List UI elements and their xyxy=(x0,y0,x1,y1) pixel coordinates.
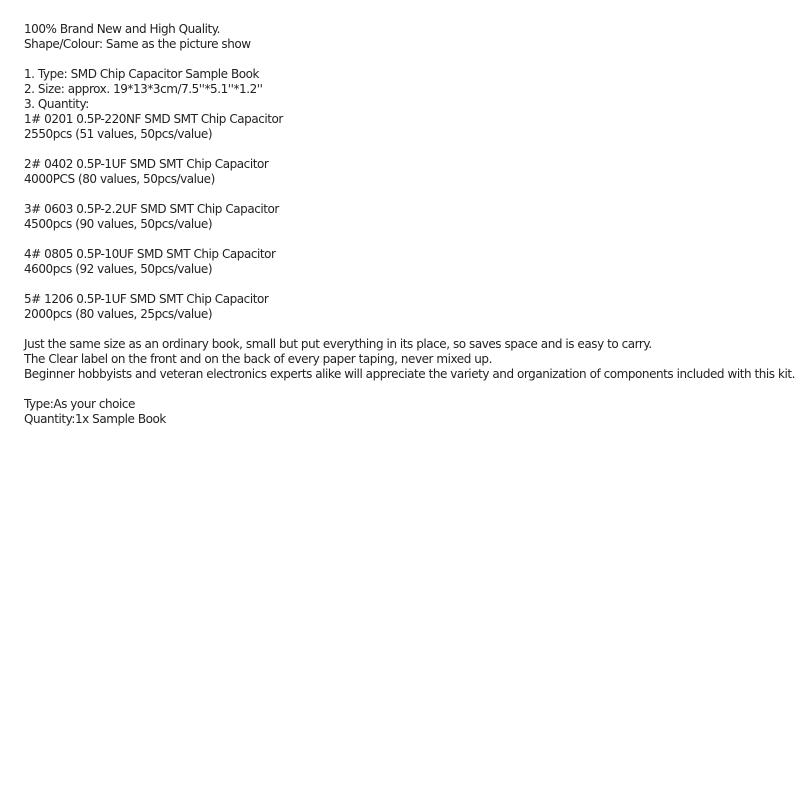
spec-type: 1. Type: SMD Chip Capacitor Sample Book xyxy=(24,67,260,81)
spacer xyxy=(24,52,794,67)
spacer xyxy=(24,142,794,157)
footer-type: Type:As your choice xyxy=(24,397,135,411)
item-count: 2550pcs (51 values, 50pcs/value) xyxy=(24,127,213,141)
spacer xyxy=(24,187,794,202)
spec-quantity-heading: 3. Quantity: xyxy=(24,97,89,111)
spacer xyxy=(24,382,794,397)
item-title: 5# 1206 0.5P-1UF SMD SMT Chip Capacitor xyxy=(24,292,269,306)
item-count: 2000pcs (80 values, 25pcs/value) xyxy=(24,307,213,321)
item-title: 3# 0603 0.5P-2.2UF SMD SMT Chip Capacitor xyxy=(24,202,279,216)
spacer xyxy=(24,232,794,247)
item-title: 4# 0805 0.5P-10UF SMD SMT Chip Capacitor xyxy=(24,247,276,261)
item-count: 4000PCS (80 values, 50pcs/value) xyxy=(24,172,215,186)
intro-line-shape: Shape/Colour: Same as the picture show xyxy=(24,37,251,51)
product-description xyxy=(24,22,794,427)
item-title: 2# 0402 0.5P-1UF SMD SMT Chip Capacitor xyxy=(24,157,269,171)
spacer xyxy=(24,322,794,337)
footer-quantity: Quantity:1x Sample Book xyxy=(24,412,166,426)
spacer xyxy=(24,277,794,292)
item-title: 1# 0201 0.5P-220NF SMD SMT Chip Capacitor xyxy=(24,112,283,126)
description-line-size: Just the same size as an ordinary book, small but put everything in its place, so saves space and is easy to carry. xyxy=(24,337,652,351)
description-line-label: The Clear label on the front and on the back of every paper taping, never mixed up. xyxy=(24,352,492,366)
item-count: 4500pcs (90 values, 50pcs/value) xyxy=(24,217,213,231)
intro-line-quality: 100% Brand New and High Quality. xyxy=(24,22,221,36)
description-line-audience: Beginner hobbyists and veteran electronics experts alike will appreciate the variety and organization of components included with this kit. xyxy=(24,367,795,381)
spec-size: 2. Size: approx. 19*13*3cm/7.5''*5.1''*1.2'' xyxy=(24,82,263,96)
item-count: 4600pcs (92 values, 50pcs/value) xyxy=(24,262,213,276)
